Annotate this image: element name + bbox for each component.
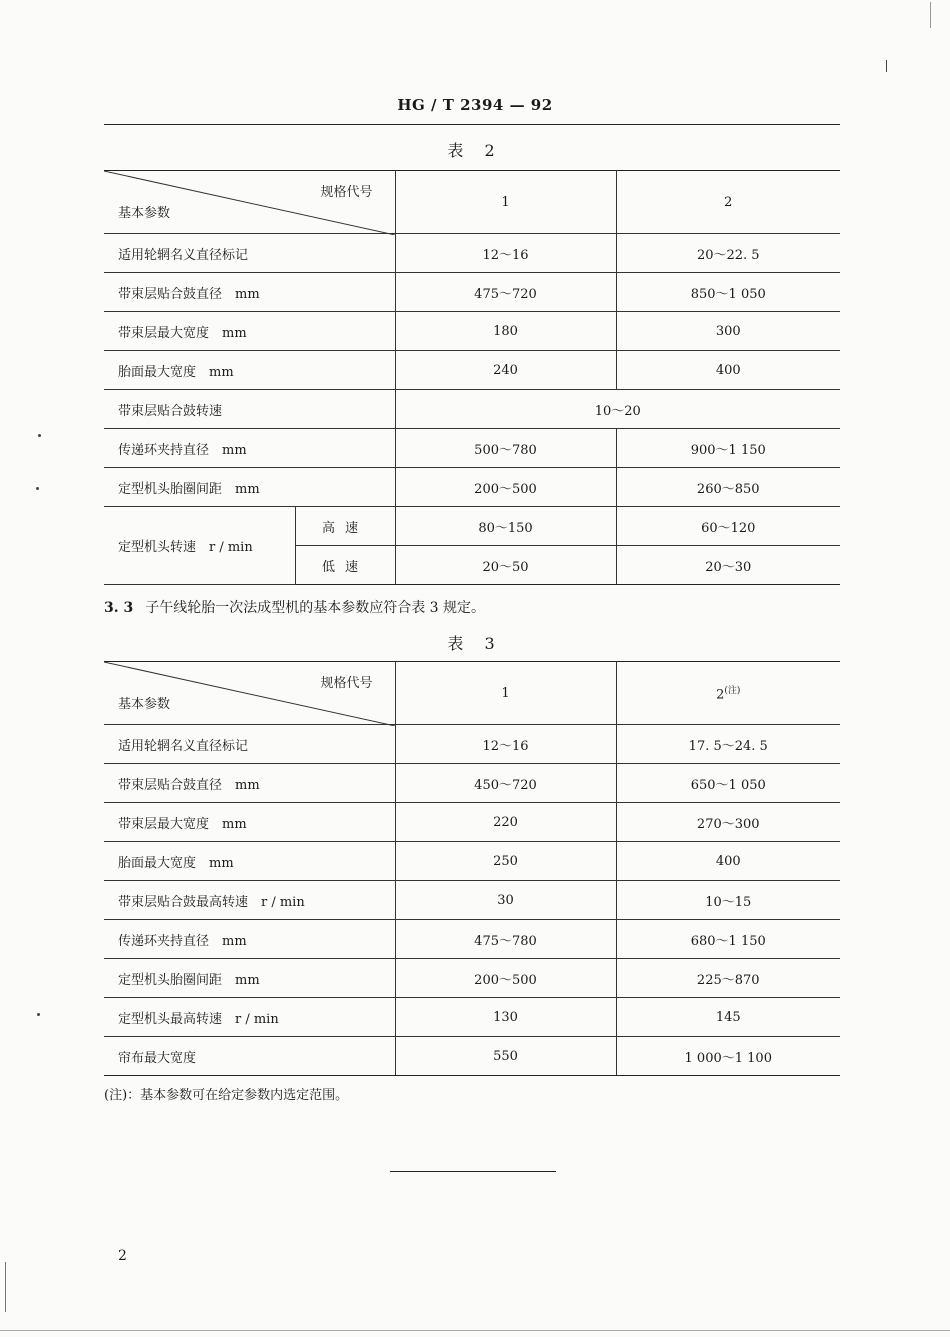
scan-mark [930,2,931,28]
scan-dot [37,1013,40,1016]
value-spec-1: 200～500 [395,959,616,998]
standard-code-header: HG / T 2394 — 92 [397,96,553,114]
column-header-1: 1 [395,171,616,234]
scan-dot [38,434,41,437]
value-spec-2: 1 000～1 100 [616,1037,840,1076]
header-rule [104,124,840,125]
table-note: (注)：基本参数可在给定参数内选定范围。 [104,1088,349,1103]
param-name: 带束层最大宽度 mm [104,803,395,842]
value-spec-2: 270～300 [616,803,840,842]
value-spec-2: 400 [616,351,840,390]
scan-mark [886,60,887,72]
table-row [104,959,840,998]
value-merged: 10～20 [395,390,840,429]
table-row [104,764,840,803]
value-spec-2: 20～22. 5 [616,234,840,273]
table-row [104,351,840,390]
table-row [104,920,840,959]
param-name: 传递环夹持直径 mm [104,429,395,468]
table-3 [104,661,840,1076]
table2-title: 表 2 [447,141,503,160]
value-spec-2: 145 [616,998,840,1037]
value-spec-1: 12～16 [395,725,616,764]
param-name: 定型机头胎圈间距 mm [104,959,395,998]
scan-edge [0,1330,950,1331]
param-name: 带束层贴合鼓直径 mm [104,764,395,803]
table-header-row [104,171,840,234]
param-name: 定型机头最高转速 r / min [104,998,395,1037]
param-name: 胎面最大宽度 mm [104,351,395,390]
value-spec-1: 500～780 [395,429,616,468]
clause-3-3 [104,597,485,617]
table-row [104,390,840,429]
speed-high-label: 高速 [295,507,395,546]
column-header-2-label: 2 [716,687,725,703]
table-header-row [104,662,840,725]
basic-params-label: 基本参数 [118,697,171,712]
value-spec-1: 20～50 [395,546,616,585]
value-spec-1: 450～720 [395,764,616,803]
value-spec-1: 475～780 [395,920,616,959]
table-2 [104,170,840,585]
value-spec-1: 240 [395,351,616,390]
table-row [104,881,840,920]
value-spec-2: 17. 5～24. 5 [616,725,840,764]
scan-mark [5,1262,6,1312]
param-name: 定型机头转速 r / min [104,507,295,585]
clause-text: 子午线轮胎一次法成型机的基本参数应符合表 3 规定。 [145,600,486,616]
basic-params-label: 基本参数 [118,206,171,221]
column-header-2-note: (注) [724,686,741,697]
value-spec-2: 20～30 [616,546,840,585]
value-spec-1: 180 [395,312,616,351]
param-name: 适用轮辋名义直径标记 [104,234,395,273]
value-spec-1: 220 [395,803,616,842]
table-row [104,312,840,351]
value-spec-2: 260～850 [616,468,840,507]
table-row-speed-high [104,507,840,546]
table-row [104,725,840,764]
table-row [104,842,840,881]
value-spec-2: 300 [616,312,840,351]
param-name: 帘布最大宽度 [104,1037,395,1076]
param-name: 传递环夹持直径 mm [104,920,395,959]
diagonal-header-cell [104,171,395,234]
speed-low-label: 低速 [295,546,395,585]
spec-code-label: 规格代号 [320,185,373,200]
table-row [104,998,840,1037]
param-name: 带束层贴合鼓最高转速 r / min [104,881,395,920]
scan-dot [36,487,39,490]
end-rule [390,1171,556,1172]
table-row [104,429,840,468]
column-header-1: 1 [395,662,616,725]
table-row [104,1037,840,1076]
param-name: 带束层贴合鼓直径 mm [104,273,395,312]
page-number: 2 [118,1248,127,1264]
spec-code-label: 规格代号 [320,676,373,691]
value-spec-2: 60～120 [616,507,840,546]
value-spec-1: 80～150 [395,507,616,546]
value-spec-2: 400 [616,842,840,881]
value-spec-2: 850～1 050 [616,273,840,312]
param-name: 适用轮辋名义直径标记 [104,725,395,764]
value-spec-1: 30 [395,881,616,920]
table-row [104,273,840,312]
table-row [104,803,840,842]
column-header-2 [616,662,840,725]
param-name: 带束层贴合鼓转速 [104,390,395,429]
value-spec-2: 650～1 050 [616,764,840,803]
value-spec-2: 225～870 [616,959,840,998]
clause-number: 3. 3 [104,600,134,616]
param-name: 定型机头胎圈间距 mm [104,468,395,507]
table3-title: 表 3 [447,634,503,653]
value-spec-1: 250 [395,842,616,881]
column-header-2: 2 [616,171,840,234]
table-row [104,234,840,273]
value-spec-1: 550 [395,1037,616,1076]
value-spec-2: 10～15 [616,881,840,920]
table-row [104,468,840,507]
value-spec-1: 475～720 [395,273,616,312]
value-spec-1: 130 [395,998,616,1037]
value-spec-1: 200～500 [395,468,616,507]
value-spec-2: 680～1 150 [616,920,840,959]
value-spec-2: 900～1 150 [616,429,840,468]
value-spec-1: 12～16 [395,234,616,273]
param-name: 带束层最大宽度 mm [104,312,395,351]
param-name: 胎面最大宽度 mm [104,842,395,881]
diagonal-header-cell [104,662,395,725]
